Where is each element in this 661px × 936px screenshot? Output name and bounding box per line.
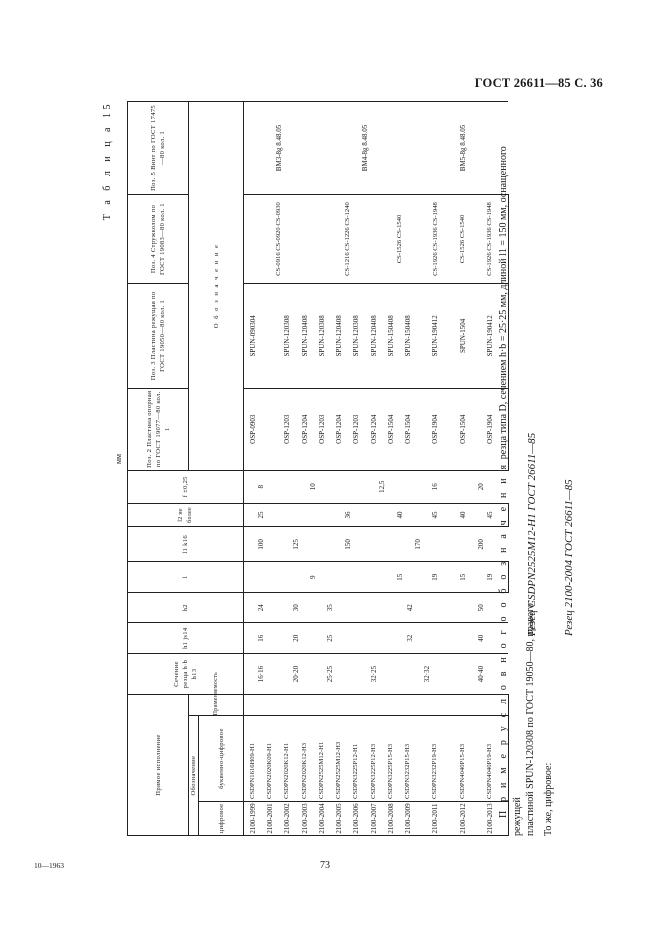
cell-p2: OSP-0903 (244, 388, 262, 470)
hdr-alnum: буквенно-цифровое (199, 716, 244, 802)
cell-l: 19 (417, 562, 454, 593)
cell-application (417, 695, 454, 716)
hdr-section: Сечение резца h·b h13 (128, 654, 244, 695)
cell-p4: CS-1526 CS-1540 (382, 194, 417, 283)
cell-application (244, 695, 262, 716)
cell-l: 15 (454, 562, 471, 593)
cell-h2: 30 (279, 592, 314, 623)
cell-num: 2100-2007 (365, 801, 382, 835)
cell-f: 12,5 (348, 470, 417, 503)
cell-h2: 35 (313, 592, 348, 623)
cell-code: CSDPN3225P12-H3 (365, 716, 382, 802)
table-caption: Т а б л и ц а 15 (102, 101, 113, 221)
digital-label-text: То же, цифровое: (543, 762, 554, 836)
hdr-numeric: цифровое (199, 801, 244, 835)
cell-num: 2100-1999 (244, 801, 262, 835)
page-header: ГОСТ 26611—85 С. 36 (474, 76, 603, 90)
cell-num: 2100-2004 (313, 801, 330, 835)
example-lead: П р и м е р у с л о в н о г о о б о з н а ч е н и я (498, 461, 509, 818)
cell-application (400, 695, 417, 716)
hdr-pos4: Поз. 4 Стружколом по ГОСТ 19083—80 кол. 1 (128, 194, 189, 283)
cell-num: 2100-2009 (400, 801, 417, 835)
cell-sec: 40·40 (454, 654, 508, 695)
cell-p2: OSP-1904 (471, 388, 508, 470)
cell-f: 8 (244, 470, 279, 503)
cell-num: 2100-2001 (261, 801, 278, 835)
cell-h2: 50 (454, 592, 508, 623)
cell-code: CSDPN3232P15-H3 (400, 716, 417, 802)
hdr-oboz: О б о з н а ч е н и е (189, 102, 244, 471)
cell-f: 10 (279, 470, 348, 503)
cell-sec: 25·25 (313, 654, 348, 695)
table-row (382, 102, 399, 836)
cell-num: 2100-2013 (471, 801, 508, 835)
cell-p2: OSP-1504 (382, 388, 399, 470)
cell-application (382, 695, 399, 716)
cell-p3: SPUN-090304 (244, 284, 262, 389)
cell-p3: SPUN-190412 (471, 284, 508, 389)
cell-l1: 200 (454, 527, 508, 562)
example-text1: резца типа D, сечением h·b = 25·25 мм, длиной l1 = 150 мм, оснащенного режущей (498, 146, 523, 836)
cell-l: 19 (471, 562, 508, 593)
cell-l1: 100 (244, 527, 279, 562)
cell-h1: 40 (454, 623, 508, 654)
cell-sec: 32·32 (400, 654, 454, 695)
cell-h1: 32 (365, 623, 454, 654)
cell-application (454, 695, 471, 716)
cell-h1: 20 (279, 623, 314, 654)
hdr-f: f ±0,25 (128, 470, 244, 503)
cell-code: CSDPN3225P12-H1 (348, 716, 365, 802)
cell-p3: SPUN-120308 (313, 284, 330, 389)
cell-application (296, 695, 313, 716)
table-row (244, 102, 262, 836)
cell-application (348, 695, 365, 716)
footer-left: 10—1963 (34, 861, 64, 870)
cell-code: CSDPN3225P15-H3 (382, 716, 399, 802)
cell-application (279, 695, 296, 716)
cell-p4: CS-0916 CS-0920 CS-0930 (244, 194, 314, 283)
cell-p4: CS-1526 CS-1540 (454, 194, 471, 283)
cell-code: CSDPN4040P15-H3 (454, 716, 471, 802)
hdr-h2: h2 (128, 592, 244, 623)
cell-code: CSDPN2525M12-H1 (313, 716, 330, 802)
cell-f: 20 (454, 470, 508, 503)
cell-application (365, 695, 382, 716)
cell-p2: OSP-1204 (296, 388, 313, 470)
group-header: Прямое исполнение (128, 695, 189, 836)
cell-p3: SPUN-150408 (400, 284, 417, 389)
cell-h2: 42 (365, 592, 454, 623)
cell-p3: SPUN-120308 (279, 284, 296, 389)
cell-p2: OSP-1504 (454, 388, 471, 470)
cell-sec: 20·20 (279, 654, 314, 695)
tool-table (127, 101, 509, 836)
rotated-table-block (102, 101, 575, 836)
cell-code: CSDPN2020K12-H3 (296, 716, 313, 802)
cell-f: 16 (417, 470, 454, 503)
hdr-h1: h1 js14 (128, 623, 244, 654)
cell-num: 2100-2012 (454, 801, 471, 835)
cell-l: 15 (382, 562, 417, 593)
cell-l2: 45 (417, 503, 454, 526)
cell-num: 2100-2011 (417, 801, 454, 835)
cell-application (313, 695, 330, 716)
cell-p5: BM4-8g 8.48.05 (313, 102, 417, 195)
cell-p4: CS-1216 CS-1226 CS-1240 (313, 194, 382, 283)
cell-application (330, 695, 347, 716)
table-row (417, 102, 454, 836)
hdr-designation: Обозначение (189, 716, 199, 836)
page-number: 73 (320, 860, 330, 871)
cell-p3: SPUN-150408 (382, 284, 399, 389)
cell-num: 2100-2003 (296, 801, 313, 835)
cell-p4: CS-1926 CS-1936 CS-1948 (471, 194, 508, 283)
cell-code: CSDPN4040P19-H3 (471, 716, 508, 802)
cell-p2: OSP-1204 (330, 388, 347, 470)
cell-code: CSDPN2020K09-H1 (261, 716, 278, 802)
hdr-pos5: Поз. 5 Винт по ГОСТ 17475—80 кол. 1 (128, 102, 189, 195)
cell-code: CSDPN1616H09-H1 (244, 716, 262, 802)
cell-p3: SPUN-1504 (454, 284, 471, 389)
hdr-l2: l2 не более (128, 503, 244, 526)
cell-sec: 32·25 (348, 654, 400, 695)
cell-code: CSDPN3232P19-H3 (417, 716, 454, 802)
cell-p2: OSP-1204 (365, 388, 382, 470)
cell-l: 9 (244, 562, 383, 593)
cell-l2: 40 (382, 503, 417, 526)
cell-l2: 36 (313, 503, 382, 526)
cell-p5: BM5-8g 8.48.05 (417, 102, 508, 195)
cell-p3: SPUN-120408 (296, 284, 313, 389)
cell-l2: 45 (471, 503, 508, 526)
cell-p4: CS-1926 CS-1936 CS-1948 (417, 194, 454, 283)
cell-h2: 24 (244, 592, 279, 623)
designation-example-1: Резец CSDPN2525M12-H1 ГОСТ 26611—85 (526, 432, 538, 636)
designation-example-2: Резец 2100-2004 ГОСТ 26611—85 (563, 479, 575, 636)
table-row (313, 102, 330, 836)
hdr-l: l (128, 562, 244, 593)
cell-p3 (261, 284, 278, 389)
hdr-application: Применяемость (189, 695, 244, 716)
cell-num: 2100-2008 (382, 801, 399, 835)
table-row (454, 102, 471, 836)
cell-p2: OSP-1203 (279, 388, 296, 470)
cell-num: 2100-2006 (348, 801, 365, 835)
cell-l1: 125 (279, 527, 314, 562)
cell-p3: SPUN-120308 (348, 284, 365, 389)
hdr-l1: l1 k16 (128, 527, 244, 562)
cell-num: 2100-2002 (279, 801, 296, 835)
unit-label: мм (114, 453, 123, 464)
cell-code: CSDPN2525M12-H3 (330, 716, 347, 802)
cell-p3: SPUN-120408 (365, 284, 382, 389)
cell-p2: OSP-1504 (400, 388, 417, 470)
cell-sec: 16·16 (244, 654, 279, 695)
cell-p3: SPUN-190412 (417, 284, 454, 389)
hdr-pos2: Поз. 2 Пластина опорная по ГОСТ 19077—80 кол. 1 (128, 388, 189, 470)
cell-l1: 150 (313, 527, 382, 562)
cell-h1: 16 (244, 623, 279, 654)
cell-num: 2100-2005 (330, 801, 347, 835)
cell-l2: 40 (454, 503, 471, 526)
cell-p2: OSP-1904 (417, 388, 454, 470)
cell-application (261, 695, 278, 716)
cell-p2: OSP-1203 (313, 388, 330, 470)
cell-p2: OSP-1203 (348, 388, 365, 470)
cell-h1: 25 (313, 623, 348, 654)
cell-p5: BM3-8g 8.48.05 (244, 102, 314, 195)
cell-code: CSDPN2020K12-H1 (279, 716, 296, 802)
cell-l1: 170 (382, 527, 454, 562)
cell-h1 (348, 623, 365, 654)
cell-l2 (279, 503, 314, 526)
cell-h2 (348, 592, 365, 623)
cell-p3: SPUN-120408 (330, 284, 347, 389)
hdr-pos3: Поз. 3 Пластина режущая по ГОСТ 19050—80 кол. 1 (128, 284, 189, 389)
cell-p2 (261, 388, 278, 470)
cell-l2: 25 (244, 503, 279, 526)
example-text2: пластиной SPUN-120308 по ГОСТ 19050—80, правого: (525, 600, 536, 836)
